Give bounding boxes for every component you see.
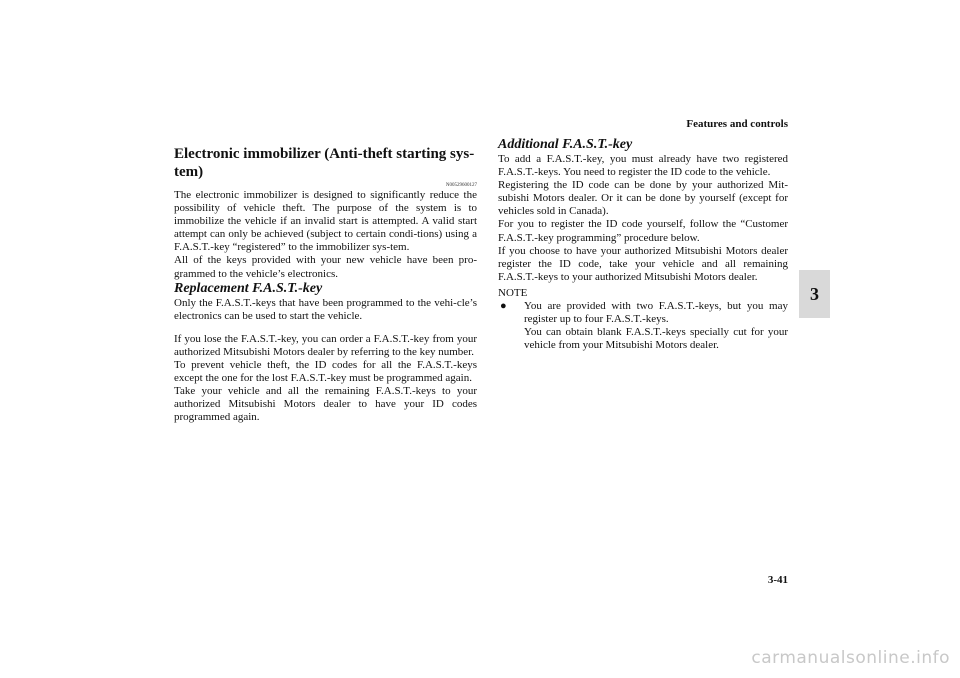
subheading-replacement: Replacement F.A.S.T.-key (174, 280, 323, 296)
paragraph: To prevent vehicle theft, the ID codes for all the F.A.S.T.-keys except the one for the lost F.A.S.T.-key must be programmed again. (174, 359, 477, 385)
paragraph: Take your vehicle and all the remaining F.A.S.T.-keys to your authorized Mitsubishi Motors dealer to have your ID codes programmed again. (174, 385, 477, 424)
paragraph: All of the keys provided with your new vehicle have been pro-grammed to the vehicle’s electronics. (174, 254, 477, 280)
paragraph: The electronic immobilizer is designed to significantly reduce the possibility of vehicle theft. The purpose of the system is to immobilize the vehicle if an invalid start is attempted. A valid start attempt can only be achieved (subject to certain condi-tions) using a F.A.S.T.-key “registered” to the immobilizer sys-tem. (174, 189, 477, 254)
note-item (498, 300, 788, 352)
paragraph: Registering the ID code can be done by your authorized Mit-subishi Motors dealer. Or it can be done by yourself (except for vehicles sold in Canada). (498, 179, 788, 218)
chapter-tab (799, 270, 830, 318)
note-label: NOTE (498, 286, 528, 299)
page-number: 3-41 (767, 574, 788, 586)
left-column (174, 137, 477, 425)
bullet-icon: ● (500, 299, 507, 312)
note-text: You are provided with two F.A.S.T.-keys, but you may register up to four F.A.S.T.-keys. (524, 299, 788, 326)
watermark-text: carmanualsonline.info (751, 648, 950, 668)
paragraph: If you lose the F.A.S.T.-key, you can order a F.A.S.T.-key from your authorized Mitsubishi Motors dealer by referring to the key number. (174, 332, 477, 358)
right-column (498, 137, 788, 352)
chapter-number: 3 (810, 283, 819, 304)
section-header: Features and controls (686, 118, 788, 130)
paragraph: To add a F.A.S.T.-key, you must already have two registered F.A.S.T.-keys. You need to register the ID code to the vehicle. (498, 153, 788, 179)
section-heading: Electronic immobilizer (Anti-theft starting sys-tem) (174, 146, 475, 180)
paragraph: For you to register the ID code yourself, follow the “Customer F.A.S.T.-key programming” procedure below. (498, 218, 788, 244)
paragraph: If you choose to have your authorized Mitsubishi Motors dealer register the ID code, take your vehicle and all remaining F.A.S.T.-keys to your authorized Mitsubishi Motors dealer. (498, 244, 788, 283)
subheading-additional: Additional F.A.S.T.-key (498, 137, 633, 152)
note-text: You can obtain blank F.A.S.T.-keys specially cut for your vehicle from your Mitsubishi Motors dealer. (524, 326, 788, 352)
reference-code: N00529600127 (445, 183, 477, 188)
paragraph: Only the F.A.S.T.-keys that have been programmed to the vehi-cle’s electronics can be used to start the vehicle. (174, 296, 477, 322)
